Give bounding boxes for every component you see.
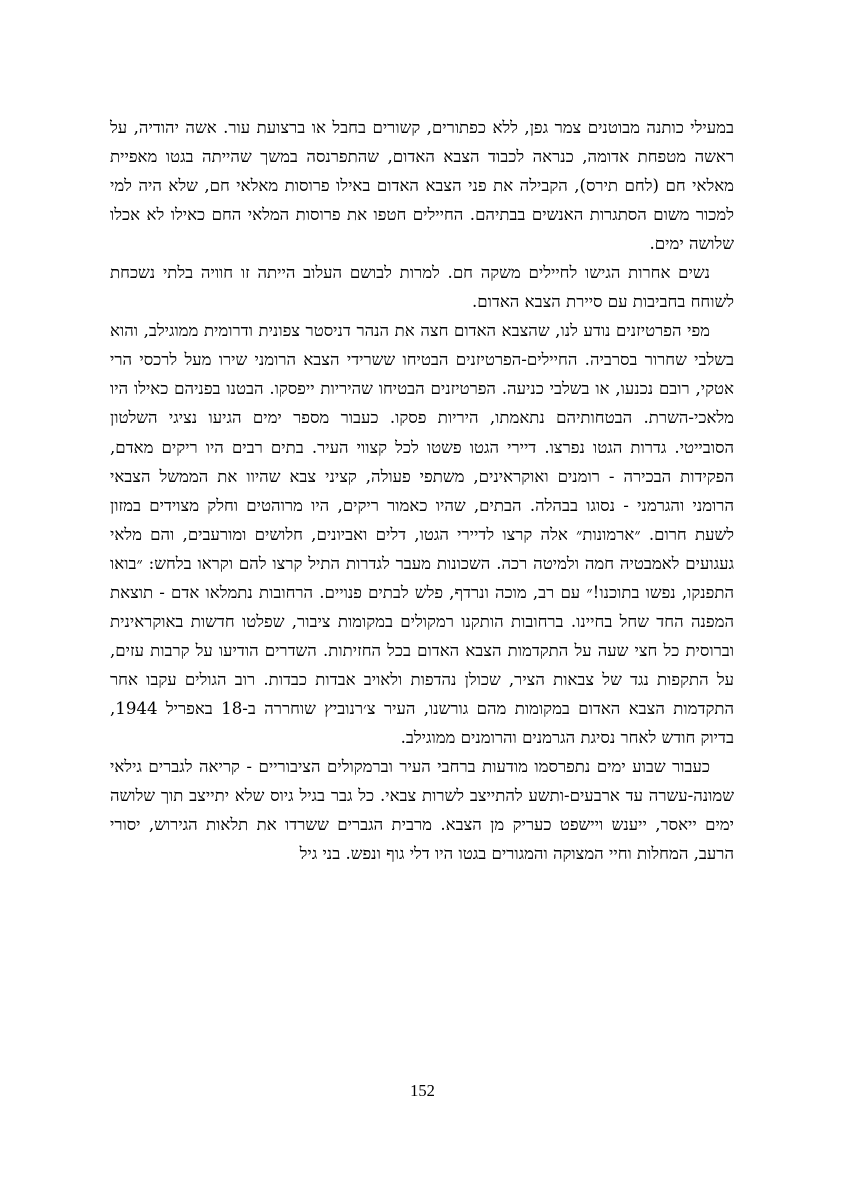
document-body	[110, 113, 734, 868]
paragraph-1: במעילי כותנה מבוטנים צמר גפן, ללא כפתורים, קשורים בחבל או ברצועת עור. אשה יהודיה, על ראשה מטפחת אדומה, כנראה לכבוד הצבא האדום, שהתפרנסה במשך שהייתה בגטו מאפיית מאלאי חם (לחם תירס), הקבילה את פני הצבא האדום באילו פרוסות מאלאי חם, שלא היה למי למכור משום הסתגרות האנשים בבתיהם. החיילים חטפו את פרוסות המלאי החם כאילו לא אכלו שלושה ימים.	[110, 118, 734, 254]
paragraph-2: נשים אחרות הגישו לחיילים משקה חם. למרות לבושם העלוב הייתה זו חוויה בלתי נשכחת לשוחח בחביבות עם סיירת הצבא האדום.	[110, 263, 734, 312]
page-number: 152	[410, 1081, 435, 1100]
paragraph-4: כעבור שבוע ימים נתפרסמו מודעות ברחבי העיר וברמקולים הציבוריים - קריאה לגברים גילאי שמונה-עשרה עד ארבעים-ותשע להתייצב לשרות צבאי. כל גבר בגיל גיוס שלא יתייצב תוך שלושה ימים ייאסר, ייענש ויישפט כעריק מן הצבא. מרבית הגברים ששרדו את תלאות הגירוש, יסורי הרעב, המחלות וחיי המצוקה והמגורים בגטו היו דלי גוף ונפש. בני גיל	[110, 757, 734, 864]
paragraph-3: מפי הפרטיזנים נודע לנו, שהצבא האדום חצה את הנהר דניסטר צפונית ודרומית ממוגילב, והוא בשלבי שחרור בסרביה. החיילים-הפרטיזנים הבטיחו ששרידי הצבא הרומני שירו מעל לרכסי הרי אטקי, רובם נכנעו, או בשלבי כניעה. הפרטיזנים הבטיחו שהיריות ייפסקו. הבטנו בפניהם כאילו היו מלאכי-השרת. הבטחותיהם נתאמתו, היריות פסקו. כעבור מספר ימים הגיעו נציגי השלטון הסובייטי. גדרות הגטו נפרצו. דיירי הגטו פשטו לכל קצווי העיר. בתים רבים היו ריקים מאדם, הפקידות הבכירה - רומנים ואוקראינים, משתפי פעולה, קציני צבא שהיוו את הממשל הצבאי הרומני והגרמני - נסוגו בבהלה. הבתים, שהיו כאמור ריקים, היו מרוהטים וחלק מצוידים במזון לשעת חרום. ״ארמונות״ אלה קרצו לדיירי הגטו, דלים ואביונים, חלושים ומורעבים, והם מלאי געגועים לאמבטיה חמה ולמיטה רכה. השכונות מעבר לגדרות התיל קרצו להם וקראו בלחש: ״בואו התפנקו, נפשו בתוכנו!״ עם רב, מוכה ונרדף, פלש לבתים פנויים. הרחובות נתמלאו אדם - תוצאת המפנה החד שחל בחיינו. ברחובות הותקנו רמקולים במקומות ציבור, שפלטו חדשות באוקראינית וברוסית כל חצי שעה על התקדמות הצבא האדום בכל החזיתות. השדרים הודיעו על קרבות עזים, על התקפות נגד של צבאות הציר, שכולן נהדפות ולאויב אבדות כבדות. רוב הגולים עקבו אחר התקדמות הצבא האדום במקומות מהם גורשנו, העיר צ׳רנוביץ שוחררה ב-18 באפריל 1944, בדיוק חודש לאחר נסיגת הגרמנים והרומנים ממוגילב.	[110, 321, 734, 747]
